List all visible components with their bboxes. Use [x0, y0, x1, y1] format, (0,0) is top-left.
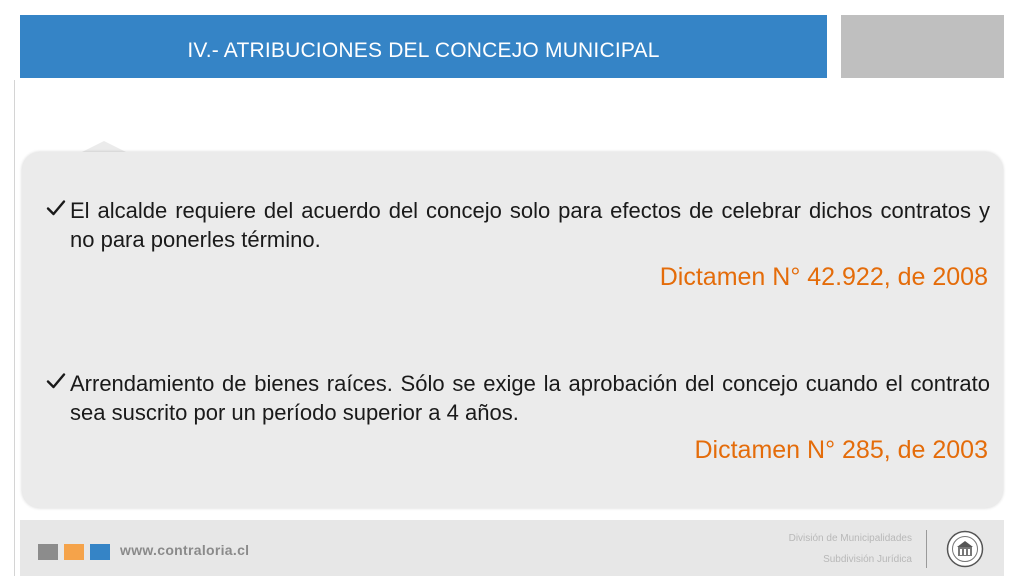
footer-divider [926, 530, 927, 568]
footer-square-orange [64, 544, 84, 560]
check-icon [46, 369, 68, 398]
footer [20, 520, 1004, 576]
footer-square-blue [90, 544, 110, 560]
check-icon [46, 196, 68, 225]
website-link[interactable]: www.contraloria.cl [120, 542, 250, 558]
dictamen-reference-1: Dictamen N° 42.922, de 2008 [659, 263, 988, 291]
bullet-text-1: El alcalde requiere del acuerdo del concejo solo para efectos de celebrar dichos contratos y no para ponerles término. [70, 198, 990, 252]
dictamen-reference-2: Dictamen N° 285, de 2003 [694, 436, 988, 464]
title-bar [20, 15, 827, 78]
bullet-item-2 [46, 369, 990, 427]
header-gray-block [841, 15, 1004, 78]
bullet-text-2: Arrendamiento de bienes raíces. Sólo se exige la aprobación del concejo cuando el contrato sea suscrito por un período superior a 4 años. [70, 371, 990, 425]
contraloria-seal-icon [946, 530, 984, 568]
subdivision-label: Subdivisión Jurídica [823, 554, 912, 565]
division-label: División de Municipalidades [788, 533, 912, 544]
footer-square-gray [38, 544, 58, 560]
left-rule [14, 80, 15, 576]
slide-title: IV.- ATRIBUCIONES DEL CONCEJO MUNICIPAL [187, 38, 660, 62]
bullet-item-1 [46, 196, 990, 254]
